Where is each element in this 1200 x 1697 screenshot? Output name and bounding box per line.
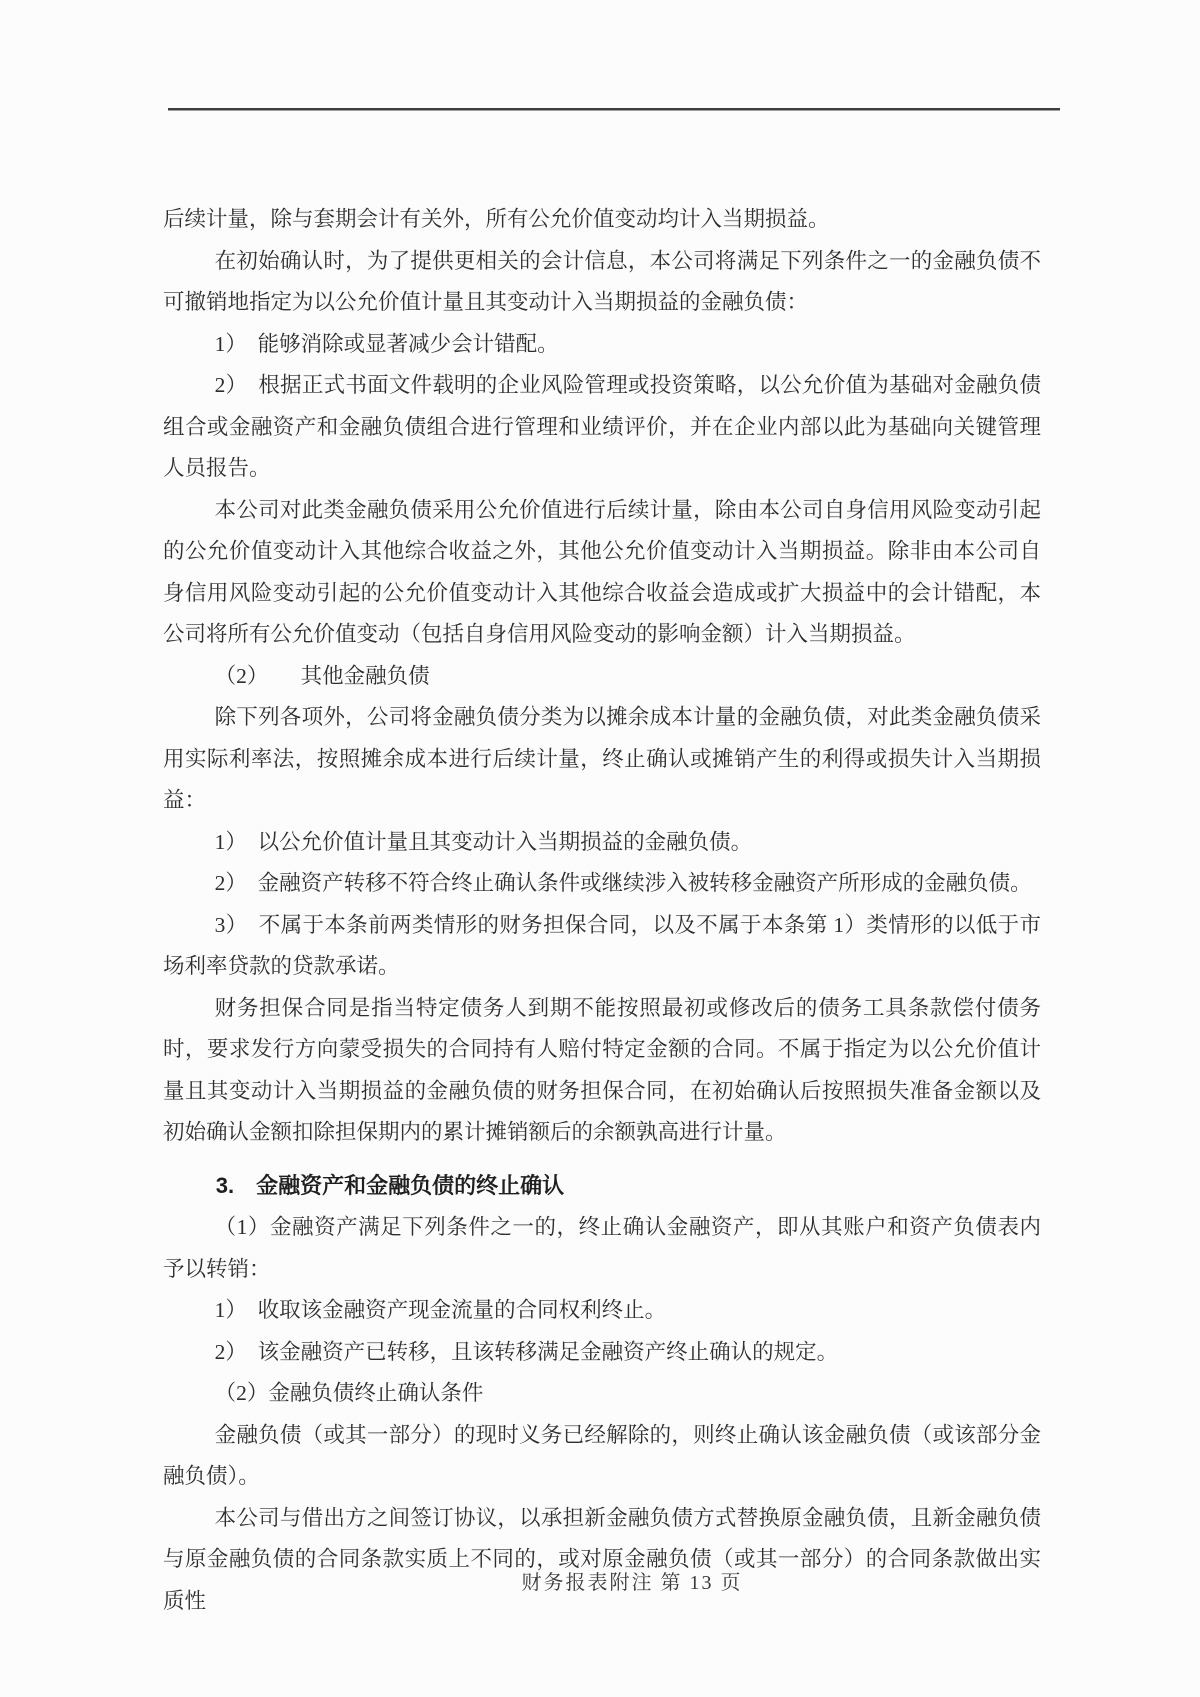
- paragraph: 2） 该金融资产已转移，且该转移满足金融资产终止确认的规定。: [214, 1339, 839, 1364]
- page-footer: [0, 1566, 1200, 1595]
- paragraph: 2） 根据正式书面文件载明的企业风险管理或投资策略，以公允价值为基础对金融负债组合或金融资产和金融负债组合进行管理和业绩评价，并在企业内部以此为基础向关键管理人员报告。: [163, 373, 1041, 480]
- document-body: [163, 199, 1041, 1622]
- paragraph: （2） 其他金融负债: [214, 663, 430, 688]
- paragraph: 财务担保合同是指当特定债务人到期不能按照最初或修改后的债务工具条款偿付债务时，要求发行方向蒙受损失的合同持有人赔付特定金额的合同。不属于指定为以公允价值计量且其变动计入当期损益的金融负债的财务担保合同，在初始确认后按照损失准备金额以及初始确认金额扣除担保期内的累计摊销额后的余额孰高进行计量。: [163, 995, 1041, 1144]
- paragraph: 3） 不属于本条前两类情形的财务担保合同，以及不属于本条第 1）类情形的以低于市场利率贷款的贷款承诺。: [163, 912, 1041, 978]
- paragraph: 1） 收取该金融资产现金流量的合同权利终止。: [214, 1298, 667, 1322]
- paragraph: 后续计量，除与套期会计有关外，所有公允价值变动均计入当期损益。: [163, 207, 830, 231]
- paragraph: 1） 以公允价值计量且其变动计入当期损益的金融负债。: [214, 829, 753, 854]
- paragraph: （2）金融负债终止确认条件: [214, 1381, 484, 1405]
- paragraph: 2） 金融资产转移不符合终止确认条件或继续涉入被转移金融资产所形成的金融负债。: [214, 871, 1032, 895]
- paragraph: （1）金融资产满足下列条件之一的，终止确认金融资产，即从其账户和资产负债表内予以转销：: [163, 1215, 1041, 1281]
- paragraph: 本公司与借出方之间签订协议，以承担新金融负债方式替换原金融负债，且新金融负债与原金融负债的合同条款实质上不同的，或对原金融负债（或其一部分）的合同条款做出实质性: [163, 1505, 1041, 1613]
- header-rule: [168, 108, 1060, 111]
- paragraph: 在初始确认时，为了提供更相关的会计信息，本公司将满足下列条件之一的金融负债不可撤销地指定为以公允价值计量且其变动计入当期损益的金融负债：: [163, 248, 1041, 314]
- footer-text: 财务报表附注 第 13 页: [521, 1572, 743, 1594]
- paragraph: 除下列各项外，公司将金融负债分类为以摊余成本计量的金融负债，对此类金融负债采用实际利率法，按照摊余成本进行后续计量，终止确认或摊销产生的利得或损失计入当期损益：: [163, 705, 1041, 812]
- paragraph: 金融负债（或其一部分）的现时义务已经解除的，则终止确认该金融负债（或该部分金融负债）。: [163, 1422, 1041, 1488]
- section-heading: 3. 金融资产和金融负债的终止确认: [215, 1172, 565, 1198]
- paragraph: 1） 能够消除或显著减少会计错配。: [214, 331, 559, 356]
- paragraph: 本公司对此类金融负债采用公允价值进行后续计量，除由本公司自身信用风险变动引起的公允价值变动计入其他综合收益之外，其他公允价值变动计入当期损益。除非由本公司自身信用风险变动引起的公允价值变动计入其他综合收益会造成或扩大损益中的会计错配，本公司将所有公允价值变动（包括自身信用风险变动的影响金额）计入当期损益。: [163, 497, 1041, 646]
